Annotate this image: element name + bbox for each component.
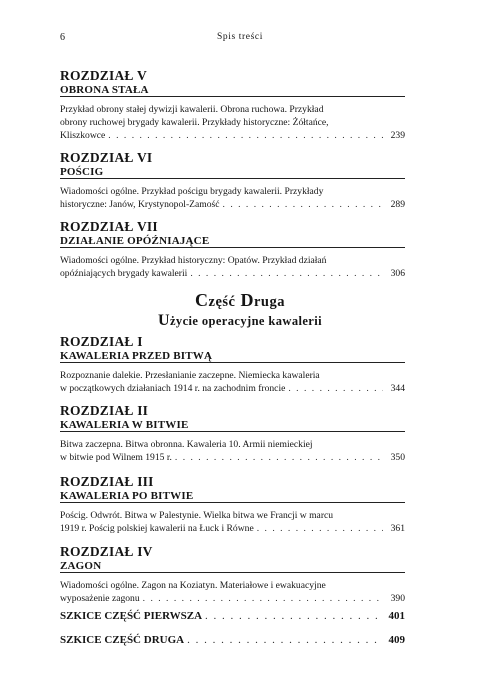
chapter-subtitle: OBRONA STAŁA [60, 83, 405, 97]
description-line: Bitwa zaczepna. Bitwa obronna. Kawaleria 10. Armii niemieckiej [60, 439, 313, 450]
description-line: Przykład obrony stałej dywizji kawalerii. Obrona ruchowa. Przykład [60, 104, 324, 115]
part-title-initial: D [240, 290, 254, 310]
dot-leader [220, 198, 383, 211]
sketches-label: SZKICE CZĘŚĆ DRUGA [60, 634, 185, 646]
chapter-description [60, 438, 405, 464]
chapter-subtitle: KAWALERIA PO BITWIE [60, 489, 405, 503]
running-title: Spis treści [217, 32, 263, 42]
dot-leader [140, 592, 383, 605]
toc-chapter-5[interactable] [60, 68, 405, 142]
description-line: Pościg. Odwrót. Bitwa w Palestynie. Wielka bitwa we Francji w marcu [60, 510, 334, 521]
part-subtitle-rest: życie operacyjne kawalerii [169, 314, 322, 328]
sketches-label: SZKICE CZĘŚĆ PIERWSZA [60, 610, 203, 622]
description-last-line [60, 129, 405, 142]
description-line: obrony ruchowej brygady kawalerii. Przykłady historyczne: Żółtańce, [60, 117, 329, 128]
chapter-title: ROZDZIAŁ VI [60, 150, 153, 165]
chapter-title: ROZDZIAŁ V [60, 68, 147, 83]
dot-leader [187, 267, 383, 280]
toc-chapter-7[interactable] [60, 219, 405, 280]
chapter-description [60, 579, 405, 605]
chapter-title: ROZDZIAŁ II [60, 403, 149, 418]
chapter-page-number: 350 [390, 452, 405, 463]
description-last-line [60, 382, 405, 395]
part-title-initial: C [195, 290, 209, 310]
sketches-page-number: 401 [388, 610, 405, 622]
chapter-subtitle: KAWALERIA W BITWIE [60, 418, 405, 432]
running-header [0, 32, 480, 46]
chapter-page-number: 239 [390, 130, 405, 141]
chapter-title: ROZDZIAŁ I [60, 334, 143, 349]
description-line: Rozpoznanie dalekie. Przesłanianie zaczepne. Niemiecka kawaleria [60, 370, 320, 381]
dot-leader [254, 522, 383, 535]
description-line: Kliszkowce [60, 130, 106, 141]
dot-leader [172, 451, 383, 464]
description-last-line [60, 451, 405, 464]
toc-part2-chapter-1[interactable] [60, 334, 405, 395]
description-line: opóźniających brygady kawalerii [60, 268, 188, 279]
chapter-subtitle: DZIAŁANIE OPÓŹNIAJĄCE [60, 234, 405, 248]
description-line: w bitwie pod Wilnem 1915 r. [60, 452, 172, 463]
chapter-description [60, 103, 405, 142]
toc-part2-chapter-4[interactable] [60, 544, 405, 605]
description-line: wyposażenie zagonu [60, 593, 140, 604]
description-line: w początkowych działaniach 1914 r. na zachodnim froncie [60, 383, 286, 394]
dot-leader [184, 633, 383, 648]
chapter-page-number: 390 [390, 593, 405, 604]
chapter-description [60, 509, 405, 535]
description-line: Wiadomości ogólne. Przykład pościgu brygady kawalerii. Przykłady [60, 186, 324, 197]
chapter-subtitle: ZAGON [60, 559, 405, 573]
chapter-subtitle: KAWALERIA PRZED BITWĄ [60, 349, 405, 363]
part-title [0, 290, 480, 312]
chapter-page-number: 289 [390, 199, 405, 210]
description-last-line [60, 522, 405, 535]
chapter-page-number: 344 [390, 383, 405, 394]
chapter-title: ROZDZIAŁ IV [60, 544, 153, 559]
chapter-title: ROZDZIAŁ VII [60, 219, 158, 234]
chapter-title: ROZDZIAŁ III [60, 474, 154, 489]
part-title-rest: zęść [208, 294, 236, 310]
chapter-page-number: 361 [390, 523, 405, 534]
description-line: Wiadomości ogólne. Zagon na Koziatyn. Materiałowe i ewakuacyjne [60, 580, 326, 591]
chapter-description [60, 369, 405, 395]
toc-part2-chapter-3[interactable] [60, 474, 405, 535]
part-title-rest: ruga [253, 294, 285, 310]
toc-part2-chapter-2[interactable] [60, 403, 405, 464]
part-subtitle-initial: U [158, 312, 170, 329]
description-line: 1919 r. Pościg polskiej kawalerii na Łuck i Równe [60, 523, 254, 534]
description-line: Wiadomości ogólne. Przykład historyczny: Opatów. Przykład działań [60, 255, 327, 266]
description-last-line [60, 267, 405, 280]
toc-chapter-6[interactable] [60, 150, 405, 211]
sketches-line [60, 609, 405, 624]
part-subtitle [0, 312, 480, 330]
description-last-line [60, 198, 405, 211]
description-last-line [60, 592, 405, 605]
dot-leader [202, 609, 383, 624]
dot-leader [285, 382, 383, 395]
chapter-subtitle: POŚCIG [60, 165, 405, 179]
page-number: 6 [60, 32, 65, 43]
sketches-line [60, 633, 405, 648]
chapter-description [60, 254, 405, 280]
chapter-page-number: 306 [390, 268, 405, 279]
sketches-page-number: 409 [388, 634, 405, 646]
description-line: historyczne: Janów, Krystynopol-Zamość [60, 199, 220, 210]
toc-sketches-part-one[interactable] [60, 609, 405, 624]
toc-sketches-part-two[interactable] [60, 633, 405, 648]
chapter-description [60, 185, 405, 211]
dot-leader [105, 129, 383, 142]
